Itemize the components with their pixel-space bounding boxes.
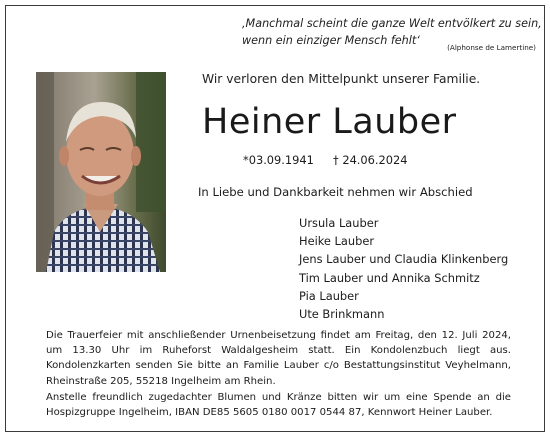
farewell-text: In Liebe und Dankbarkeit nehmen wir Abschied (198, 185, 473, 199)
mourner-name: Ute Brinkmann (299, 307, 385, 322)
mourner-name: Pia Lauber (299, 288, 359, 303)
mourners-list (299, 214, 508, 323)
birth-date: *03.09.1941 (243, 153, 314, 167)
portrait-photo (36, 72, 166, 272)
mourner-name: Jens Lauber und Claudia Klinkenberg (299, 252, 509, 267)
funeral-details: Die Trauerfeier mit anschließender Urnenbeisetzung findet am Freitag, den 12. Juli 2024, um 13.30 Uhr im Ruheforst Waldalgesheim statt. Ein Kondolenzbuch liegt aus. Kondolenzkarten senden Sie bitte an Familie Lauber c/o Bestattungsinstitut Veyhelmann, Rheinstraße 205, 55218 Ingelheim am Rhein. (46, 330, 511, 387)
portrait-image (36, 72, 166, 272)
death-date: † 24.06.2024 (333, 153, 408, 167)
obituary-notice (5, 5, 545, 432)
mourner-name: Ursula Lauber (299, 216, 379, 230)
quote-author: (Alphonse de Lamertine) (447, 43, 536, 52)
mourner-name: Tim Lauber und Annika Schmitz (299, 270, 480, 285)
mourner-name: Heike Lauber (299, 234, 375, 249)
donation-request: Anstelle freundlich zugedachter Blumen und Kränze bitten wir um eine Spende an die Hospizgruppe Ingelheim, IBAN DE85 5605 0180 0017 0544 87, Kennwort Heiner Lauber. (46, 392, 511, 419)
quote-line-2: wenn ein einziger Mensch fehlt‘ (242, 34, 420, 47)
intro-text: Wir verloren den Mittelpunkt unserer Familie. (202, 72, 481, 86)
quote-line-1: ‚Manchmal scheint die ganze Welt entvölkert zu sein, (242, 17, 542, 30)
deceased-name: Heiner Lauber (202, 102, 457, 142)
